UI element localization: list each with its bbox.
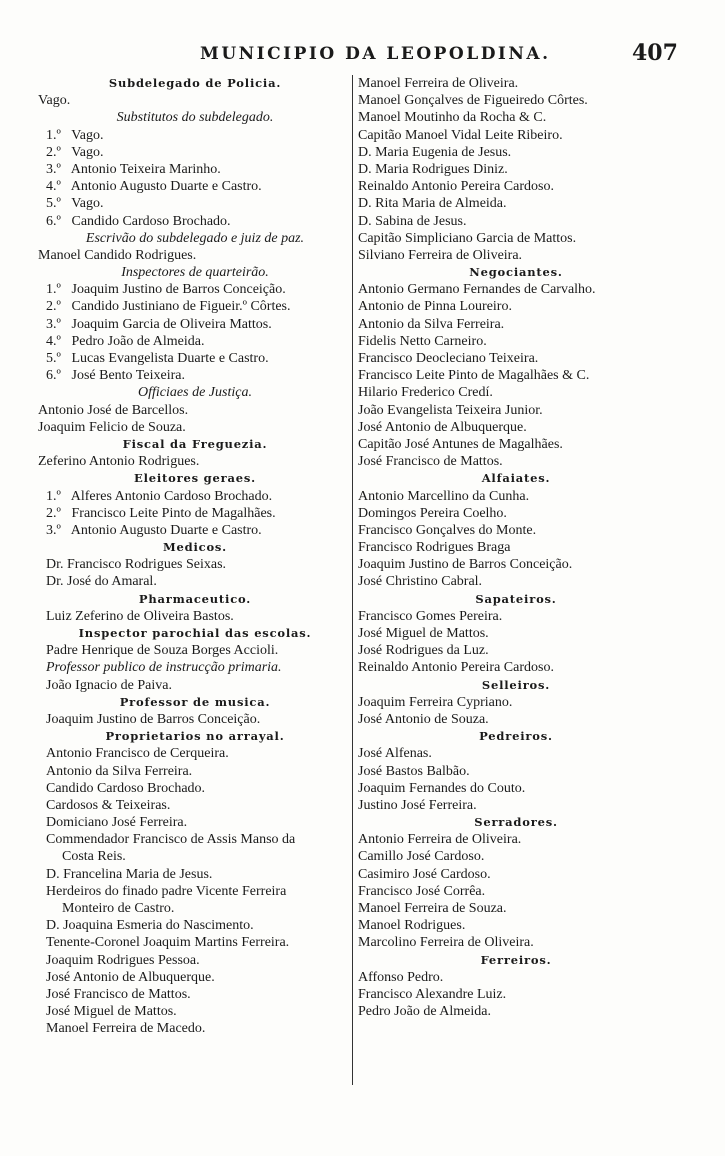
page-header — [0, 40, 725, 70]
entry-name: Candido Justiniano de Figueir.º Côrtes. — [71, 299, 291, 315]
list-item: Fidelis Netto Carneiro. — [358, 333, 487, 349]
section-heading: Officiaes de Justiça. — [138, 385, 252, 401]
list-item: Antonio da Silva Ferreira. — [46, 763, 193, 779]
list-item: D. Francelina Maria de Jesus. — [46, 866, 213, 882]
entry-name: Joaquim Justino de Barros Conceição. — [71, 282, 286, 298]
list-item: Antonio da Silva Ferreira. — [358, 316, 505, 332]
section-heading: Inspectores de quarteirão. — [121, 265, 269, 281]
section-heading: Substitutos do subdelegado. — [116, 110, 274, 126]
entry-name: Lucas Evangelista Duarte e Castro. — [71, 351, 269, 366]
ordinal-number: 1.º — [46, 127, 61, 143]
list-item: José Miguel de Mattos. — [46, 1004, 177, 1020]
section-heading: Alfaiates. — [481, 471, 551, 486]
list-item — [38, 195, 352, 212]
list-item: Joaquim Rodrigues Pessoa. — [46, 952, 200, 968]
entry-name: Vago. — [71, 196, 104, 212]
ordinal-number: 5.º — [46, 196, 61, 212]
section-heading: Escrivão do subdelegado e juiz de paz. — [85, 230, 305, 246]
list-item — [38, 505, 352, 522]
list-item — [38, 350, 352, 367]
ordinal-number: 3.º — [46, 522, 61, 538]
entry-name: Francisco Leite Pinto de Magalhães. — [71, 505, 276, 521]
entry-name: Antonio Teixeira Marinho. — [70, 161, 221, 177]
section-heading: Selleiros. — [481, 677, 551, 692]
list-item: D. Sabina de Jesus. — [358, 213, 467, 229]
list-item: Francisco Gonçalves do Monte. — [358, 522, 537, 538]
section-heading: Professor de musica. — [119, 694, 271, 709]
list-item: José Francisco de Mattos. — [358, 454, 503, 470]
list-item: José Francisco de Mattos. — [46, 986, 191, 1002]
list-item: D. Maria Rodrigues Diniz. — [358, 161, 508, 177]
list-item — [38, 316, 352, 333]
list-item — [38, 488, 352, 505]
running-title: MUNICIPIO DA LEOPOLDINA. — [200, 44, 551, 64]
entry-name: José Bento Teixeira. — [71, 368, 185, 384]
list-item: Antonio de Pinna Loureiro. — [358, 299, 512, 315]
section-heading: Sapateiros. — [475, 591, 557, 606]
list-item: Dr. José do Amaral. — [46, 574, 157, 590]
ordinal-number: 6.º — [46, 368, 61, 384]
section-heading: Serradores. — [474, 815, 558, 830]
list-item: Candido Cardoso Brochado. — [46, 780, 206, 796]
list-item: João Ignacio de Paiva. — [46, 677, 172, 693]
list-item: D. Maria Eugenia de Jesus. — [358, 144, 512, 160]
list-item: Marcolino Ferreira de Oliveira. — [358, 935, 534, 951]
list-item: Padre Henrique de Souza Borges Accioli. — [46, 643, 279, 659]
list-item: D. Joaquina Esmeria do Nascimento. — [46, 918, 254, 934]
ordinal-number: 3.º — [46, 316, 61, 332]
list-item — [38, 333, 352, 350]
section-heading: Negociantes. — [469, 265, 563, 280]
list-item: Camillo José Cardoso. — [358, 849, 485, 865]
list-item: Francisco José Corrêa. — [358, 883, 486, 899]
section-heading: Ferreiros. — [480, 952, 552, 967]
list-item: Reinaldo Antonio Pereira Cardoso. — [358, 660, 554, 676]
ordinal-number: 5.º — [46, 351, 61, 366]
list-item — [38, 144, 352, 161]
list-item: Casimiro José Cardoso. — [358, 866, 491, 882]
list-item: Herdeiros do finado padre Vicente Ferreira — [46, 883, 287, 899]
list-item: Manoel Ferreira de Oliveira. — [358, 76, 519, 91]
list-item: Zeferino Antonio Rodrigues. — [38, 454, 200, 470]
list-item: Monteiro de Castro. — [62, 901, 175, 916]
list-item: Manoel Moutinho da Rocha & C. — [358, 110, 547, 126]
list-item: D. Rita Maria de Almeida. — [358, 196, 507, 212]
list-item: Joaquim Justino de Barros Conceição. — [46, 711, 261, 727]
list-item: Capitão Simpliciano Garcia de Mattos. — [358, 230, 577, 246]
list-item: Capitão José Antunes de Magalhães. — [358, 436, 563, 452]
list-item: Joaquim Felicio de Souza. — [38, 419, 186, 435]
list-item: Francisco Deocleciano Teixeira. — [358, 351, 539, 366]
entry-name: Pedro João de Almeida. — [71, 333, 205, 349]
list-item — [38, 161, 352, 178]
entry-name: Vago. — [71, 127, 104, 143]
entry-name: Vago. — [71, 144, 104, 160]
list-item: Dr. Francisco Rodrigues Seixas. — [46, 557, 227, 573]
section-heading: Subdelegado de Policia. — [108, 76, 282, 90]
list-item: Joaquim Justino de Barros Conceição. — [358, 557, 573, 573]
page-number: 407 — [632, 40, 678, 66]
section-heading: Fiscal da Freguezia. — [122, 436, 268, 451]
list-item: Manoel Ferreira de Macedo. — [46, 1021, 206, 1037]
list-item: Pedro João de Almeida. — [358, 1004, 491, 1020]
section-heading: Inspector parochial das escolas. — [78, 626, 312, 640]
list-item: Justino José Ferreira. — [358, 797, 477, 813]
list-item: Domingos Pereira Coelho. — [358, 505, 507, 521]
list-item: Manoel Candido Rodrigues. — [38, 247, 197, 263]
list-item: José Antonio de Albuquerque. — [358, 419, 527, 435]
ordinal-number: 1.º — [46, 282, 61, 298]
entry-name: Alferes Antonio Cardoso Brochado. — [70, 488, 273, 504]
section-heading: Eleitores geraes. — [134, 471, 256, 486]
list-item: Cardosos & Teixeiras. — [46, 797, 171, 813]
list-item — [38, 281, 352, 298]
list-item: Francisco Rodrigues Braga — [358, 540, 511, 556]
list-item: Luiz Zeferino de Oliveira Bastos. — [46, 608, 234, 624]
ordinal-number: 6.º — [46, 213, 61, 229]
list-item: José Rodrigues da Luz. — [358, 643, 489, 659]
list-item: Antonio Francisco de Cerqueira. — [46, 746, 229, 762]
list-item: Tenente-Coronel Joaquim Martins Ferreira. — [46, 935, 290, 951]
list-item: José Bastos Balbão. — [358, 763, 470, 779]
ordinal-number: 3.º — [46, 161, 61, 177]
list-item — [38, 367, 352, 384]
list-item: Vago. — [38, 93, 71, 109]
list-item — [38, 298, 352, 315]
ordinal-number: 2.º — [46, 505, 61, 521]
column-divider — [352, 75, 353, 1085]
list-item — [38, 178, 352, 195]
list-item — [38, 213, 352, 230]
list-item: Silviano Ferreira de Oliveira. — [358, 247, 523, 263]
list-item: Hilario Frederico Credí. — [358, 385, 493, 401]
list-item: José Antonio de Souza. — [358, 711, 489, 727]
list-item: Costa Reis. — [62, 849, 126, 865]
entry-name: Antonio Augusto Duarte e Castro. — [70, 522, 262, 538]
list-item: Domiciano José Ferreira. — [46, 815, 188, 831]
section-heading: Proprietarios no arrayal. — [105, 729, 285, 744]
list-item: Joaquim Fernandes do Couto. — [358, 780, 526, 796]
ordinal-number: 4.º — [46, 179, 61, 195]
list-item: Capitão Manoel Vidal Leite Ribeiro. — [358, 127, 563, 143]
list-item — [38, 127, 352, 144]
list-item: Antonio Marcellino da Cunha. — [358, 488, 530, 504]
list-item: José Alfenas. — [358, 746, 432, 762]
list-item: Francisco Leite Pinto de Magalhães & C. — [358, 368, 590, 384]
section-heading: Pharmaceutico. — [138, 591, 252, 606]
ordinal-number: 2.º — [46, 144, 61, 160]
list-item: José Miguel de Mattos. — [358, 626, 489, 641]
list-item — [38, 522, 352, 539]
left-column — [38, 75, 352, 1038]
ordinal-number: 2.º — [46, 299, 61, 315]
list-item: Antonio José de Barcellos. — [38, 402, 189, 418]
section-heading: Pedreiros. — [479, 729, 553, 744]
right-column — [358, 75, 674, 1020]
list-item: José Antonio de Albuquerque. — [46, 969, 215, 985]
list-item: Antonio Germano Fernandes de Carvalho. — [358, 282, 596, 298]
list-item: João Evangelista Teixeira Junior. — [358, 402, 543, 418]
entry-name: Joaquim Garcia de Oliveira Mattos. — [71, 316, 272, 332]
list-item: Commendador Francisco de Assis Manso da — [46, 832, 296, 848]
ordinal-number: 1.º — [46, 488, 61, 504]
list-item: Francisco Gomes Pereira. — [358, 608, 503, 624]
list-item: Manoel Gonçalves de Figueiredo Côrtes. — [358, 93, 588, 109]
list-item: Affonso Pedro. — [358, 969, 444, 985]
section-heading: Professor publico de instrucção primaria. — [46, 660, 282, 676]
list-item: Joaquim Ferreira Cypriano. — [358, 694, 513, 710]
list-item: Manoel Ferreira de Souza. — [358, 901, 507, 916]
entry-name: Candido Cardoso Brochado. — [71, 213, 231, 229]
ordinal-number: 4.º — [46, 333, 61, 349]
section-heading: Medicos. — [162, 540, 227, 555]
list-item: Manoel Rodrigues. — [358, 918, 466, 934]
entry-name: Antonio Augusto Duarte e Castro. — [70, 179, 262, 195]
list-item: José Christino Cabral. — [358, 574, 483, 590]
list-item: Reinaldo Antonio Pereira Cardoso. — [358, 179, 554, 195]
list-item: Francisco Alexandre Luiz. — [358, 986, 507, 1002]
list-item: Antonio Ferreira de Oliveira. — [358, 832, 522, 848]
